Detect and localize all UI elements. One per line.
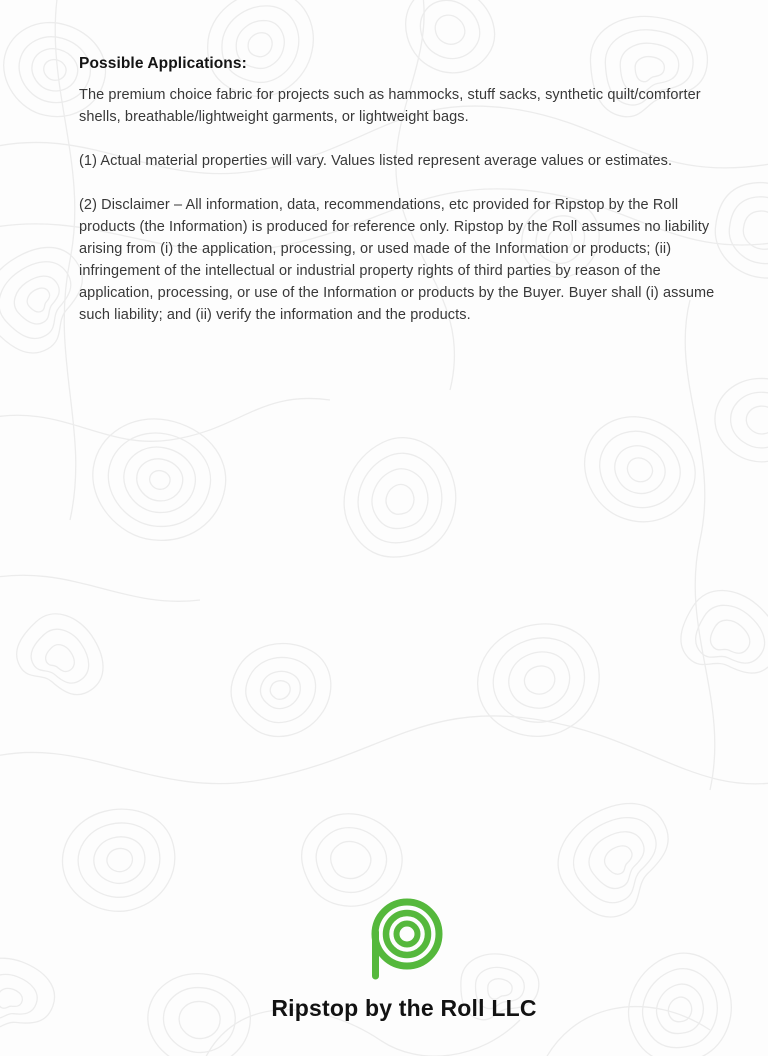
note-2-disclaimer-paragraph: (2) Disclaimer – All information, data, recommendations, etc provided for Ripstop by the Roll products (the Information) is produced for reference only. Ripstop by the Roll assumes no liability arising from (i) the application, processing, or used made of the Information or products; (ii) infringement of the intellectual or industrial property rights of third parties by reason of the application, processing, or use of the Information or products by the Buyer. Buyer shall (i) assume such liability; and (ii) verify the information and the products. (79, 197, 715, 323)
company-name: Ripstop by the Roll LLC (271, 995, 537, 1021)
logo-ring-inner (397, 924, 418, 945)
logo-rings (375, 902, 439, 976)
section-heading: Possible Applications: (79, 55, 247, 72)
footer (79, 898, 729, 1022)
logo-ring-middle (386, 913, 428, 955)
intro-paragraph: The premium choice fabric for projects such as hammocks, stuff sacks, synthetic quilt/comforter shells, breathable/lightweight garments, or lightweight bags. (79, 87, 701, 125)
content-block (79, 55, 729, 326)
note-1-paragraph: (1) Actual material properties will vary. Values listed represent average values or estimates. (79, 153, 673, 169)
ripstop-spiral-p-logo-icon (364, 898, 444, 984)
